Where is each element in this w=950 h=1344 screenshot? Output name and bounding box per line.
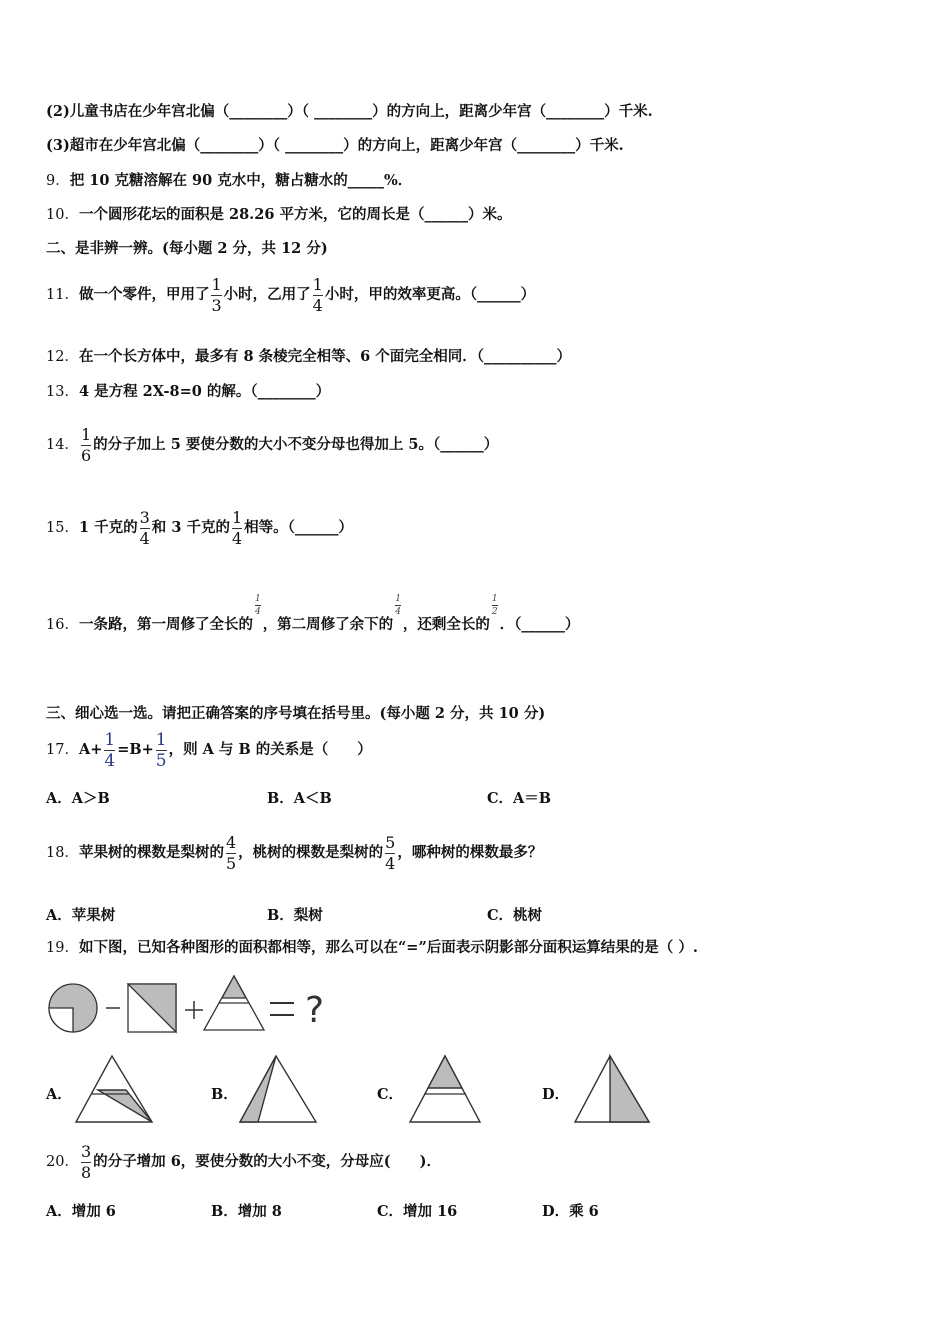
q18-option-b[interactable]: B．梨树 (267, 907, 323, 924)
question-text: 苹果树的棵数是梨树的 (78, 844, 224, 861)
q19-equation-figure (48, 972, 348, 1036)
fraction: $\frac{1}{4}$ (231, 507, 243, 548)
question-number: 18． (46, 845, 79, 861)
fraction: $\frac{3}{4}$ (139, 507, 150, 548)
section-3-heading: 三、细心选一选。请把正确答案的序号填在括号里。(每小题 2 分，共 10 分) (46, 705, 546, 722)
q19-option-d-label[interactable]: D． (542, 1086, 570, 1103)
question-text: ，桃树的棵数是梨树的 (238, 844, 384, 861)
question-16 (46, 594, 579, 656)
question-text: 的分子加上 5 要使分数的大小不变分母也得加上 5。（______） (93, 436, 499, 453)
question-15 (46, 497, 353, 559)
q17-option-b[interactable]: B．A＜B (267, 790, 332, 807)
triangle-figure (204, 976, 264, 1030)
fraction: $\frac{1}{4}$ (312, 274, 323, 315)
question-text: 的分子增加 6，要使分数的大小不变，分母应( )． (93, 1153, 441, 1170)
q19-option-b-figure[interactable] (238, 1054, 318, 1126)
q20-option-a[interactable]: A．增加 6 (46, 1203, 116, 1220)
question-19 (46, 938, 698, 958)
q19-option-c-label[interactable]: C． (377, 1086, 404, 1103)
question-number: 17． (46, 742, 79, 758)
q19-option-a-label[interactable]: A． (46, 1086, 72, 1103)
question-12 (46, 347, 571, 367)
question-number: 10． (46, 207, 79, 223)
question-text: A+ (78, 741, 103, 758)
plus-sign (185, 1001, 203, 1019)
square-figure (128, 984, 176, 1032)
question-text: =B+ (117, 741, 154, 758)
q18-option-c[interactable]: C．桃树 (487, 907, 543, 924)
q19-option-b-label[interactable]: B． (211, 1086, 238, 1103)
q17-option-a[interactable]: A．A＞B (46, 790, 110, 807)
question-text: ，哪种树的棵数最多？ (397, 844, 543, 861)
q19-option-c-figure[interactable] (408, 1054, 488, 1126)
question-text: 1 千克的 (78, 519, 138, 536)
q17-option-c[interactable]: C．A＝B (487, 790, 552, 807)
question-number: 14． (46, 437, 79, 453)
question-text: 做一个零件，甲用了 (78, 286, 210, 303)
fraction: $\frac{1}{3}$ (211, 274, 222, 315)
question-mark: ? (305, 990, 325, 1031)
fraction: $\frac{1}{5}$ (155, 729, 167, 771)
question-text: ，第二周修了余下的 (262, 616, 394, 633)
q19-option-a-figure[interactable] (74, 1054, 154, 1126)
equals-sign (270, 1003, 294, 1015)
question-13 (46, 382, 330, 402)
question-text: ．（______） (499, 616, 580, 633)
fraction: $\frac{1}{4}$ (104, 729, 116, 771)
fraction: $\frac{4}{5}$ (225, 832, 237, 873)
question-9 (46, 171, 412, 191)
question-text: 在一个长方体中，最多有 8 条棱完全相等、6 个面完全相同．（__________） (78, 348, 572, 365)
question-number: 15． (46, 520, 79, 536)
question-text: 小时，甲的效率更高。（______） (324, 286, 536, 303)
q18-option-a[interactable]: A．苹果树 (46, 907, 116, 924)
question-number: 19． (46, 940, 79, 956)
question-14 (46, 414, 498, 476)
question-text: ，还剩全长的 (402, 616, 490, 633)
question-number: 11． (46, 287, 79, 303)
fraction: $\frac{1}{2}$ (491, 594, 498, 617)
question-17 (46, 724, 372, 776)
question-number: 12． (46, 349, 79, 365)
question-18 (46, 818, 542, 888)
fraction: $\frac{1}{6}$ (80, 424, 92, 465)
question-text: 把 10 克糖溶解在 90 克水中，糖占糖水的_____%． (69, 172, 413, 189)
fraction: $\frac{3}{8}$ (80, 1141, 92, 1182)
question-text: 一个圆形花坛的面积是 28.26 平方米，它的周长是（______）米。 (78, 206, 512, 223)
question-text: 相等。（______） (244, 519, 353, 536)
question-text: 如下图，已知各种图形的面积都相等，那么可以在“=”后面表示阴影部分面积运算结果的是（ ）. (78, 939, 698, 956)
question-text: ，则 A 与 B 的关系是（ ） (168, 741, 372, 758)
question-10 (46, 205, 511, 225)
q8-part3: (3)超市在少年宫北偏（________）（ ________）的方向上，距离少年宫（________）千米. (46, 137, 624, 154)
question-text: 小时，乙用了 (223, 286, 311, 303)
question-number: 9． (46, 173, 70, 189)
q20-option-d[interactable]: D．乘 6 (542, 1203, 599, 1220)
question-text: 一条路，第一周修了全长的 (78, 616, 253, 633)
question-number: 16． (46, 617, 79, 633)
question-number: 20． (46, 1154, 79, 1170)
question-number: 13． (46, 384, 79, 400)
q8-part2: (2)儿童书店在少年宫北偏（________）（ ________）的方向上，距离少年宫（________）千米. (46, 103, 653, 120)
fraction: $\frac{5}{4}$ (385, 832, 396, 873)
question-11 (46, 267, 535, 323)
q19-option-d-figure[interactable] (573, 1054, 653, 1126)
fraction: $\frac{1}{4}$ (395, 594, 401, 617)
question-text: 和 3 千克的 (151, 519, 230, 536)
q20-option-b[interactable]: B．增加 8 (211, 1203, 282, 1220)
question-20 (46, 1132, 441, 1192)
section-2-heading: 二、是非辨一辨。(每小题 2 分，共 12 分) (46, 240, 328, 257)
q20-option-c[interactable]: C．增加 16 (377, 1203, 458, 1220)
fraction: $\frac{1}{4}$ (254, 594, 261, 617)
question-text: 4 是方程 2X-8=0 的解。（________） (78, 383, 331, 400)
circle-figure (49, 984, 97, 1032)
